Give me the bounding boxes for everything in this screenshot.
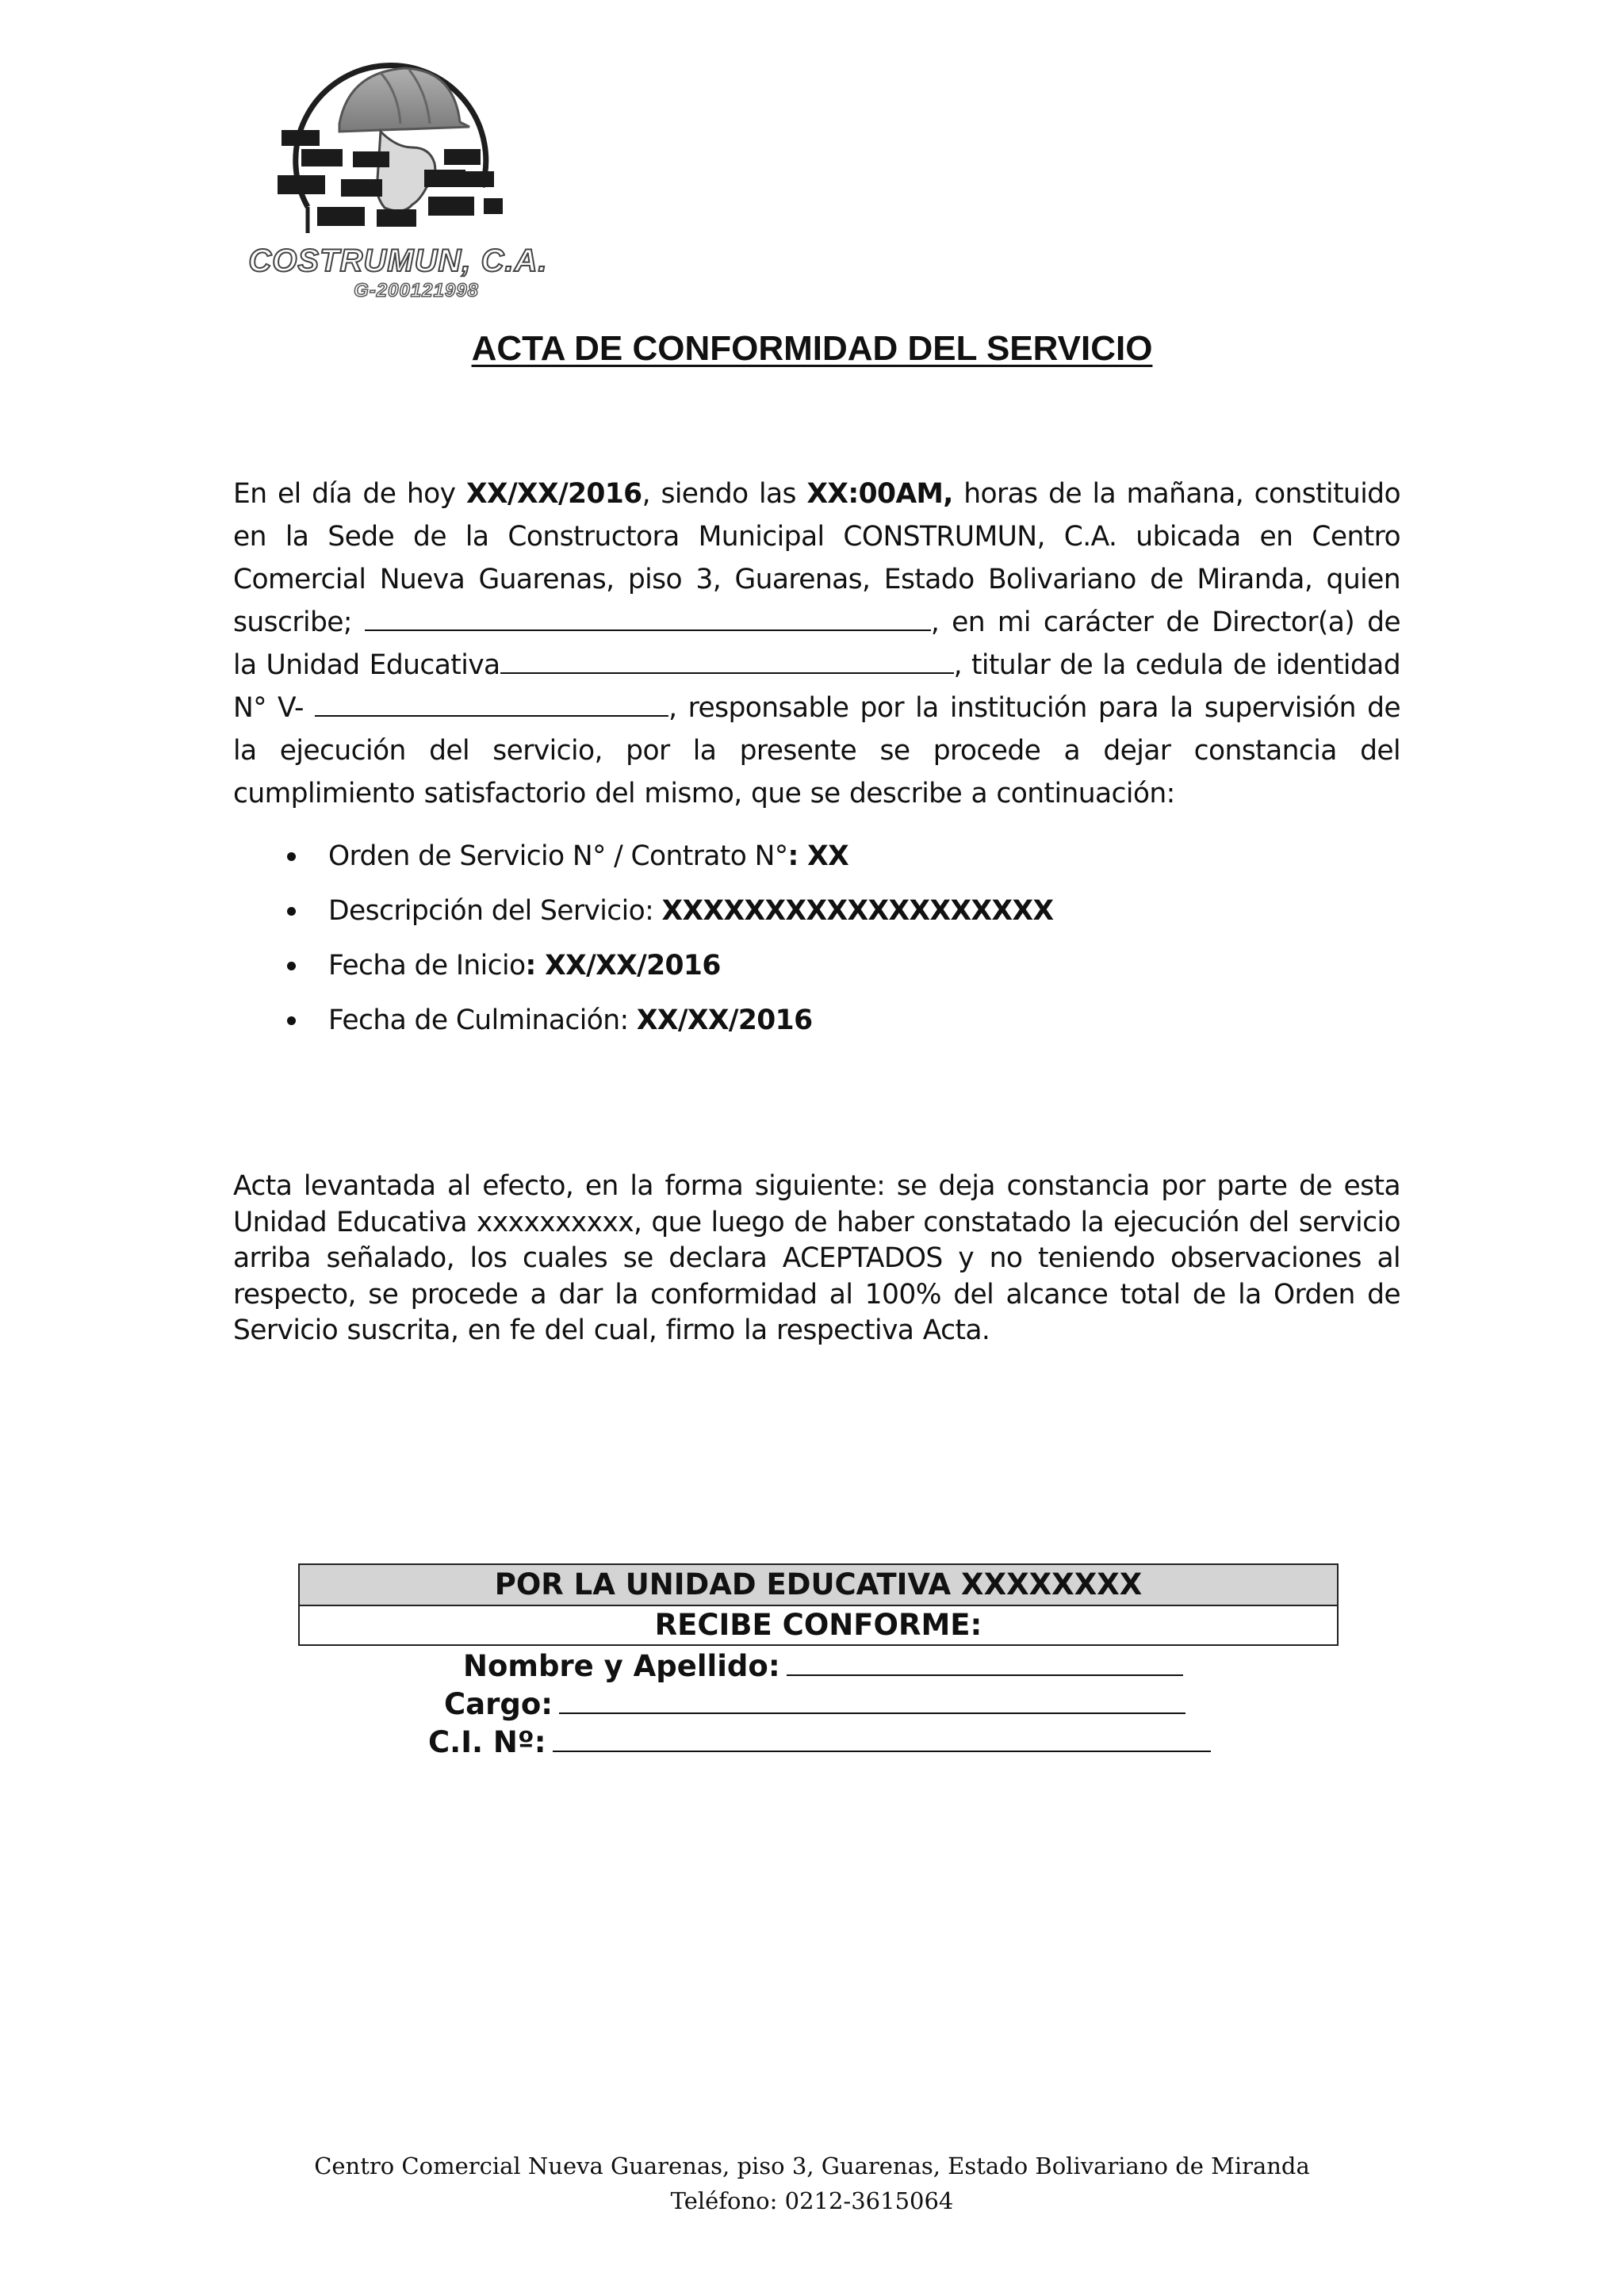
page-footer [0, 2149, 1624, 2218]
signature-header: POR LA UNIDAD EDUCATIVA XXXXXXXX [300, 1565, 1337, 1606]
ci-label: C.I. Nº: [428, 1725, 546, 1759]
signature-subheader: RECIBE CONFORME: [300, 1606, 1337, 1644]
list-item [281, 839, 1054, 894]
signature-cargo-line [444, 1687, 1185, 1721]
intro-text-6: , responsable por la institución para la supervisión de la ejecución del servicio, por la presente se procede a dejar constancia del cumplimiento satisfactorio del mismo, que se describe a continuación: [233, 692, 1400, 809]
intro-text-1: En el día de hoy [233, 478, 466, 510]
ci-blank [553, 1727, 1211, 1752]
signature-ci-line [428, 1725, 1211, 1759]
name-blank [787, 1651, 1183, 1676]
list-item [281, 948, 1054, 1003]
cargo-blank [559, 1689, 1185, 1714]
item-value: XX/XX/2016 [636, 1004, 813, 1036]
intro-text-3: horas de la mañana, constituido en la Sede de la Constructora Municipal CONSTRUMUN, C.A. ubicada en Centro Comercial Nueva Guarenas, piso 3, Guarenas, Estado Bolivariano de Miranda, quien suscribe; [233, 478, 1400, 638]
item-label: Descripción del Servicio: [328, 895, 662, 927]
list-item [281, 894, 1054, 948]
list-item [281, 1003, 1054, 1058]
intro-text-4: , en mi carácter de Director(a) de la Unidad Educativa [233, 607, 1400, 681]
document-title: ACTA DE CONFORMIDAD DEL SERVICIO [471, 329, 1153, 368]
intro-date: XX/XX/2016 [465, 478, 642, 510]
director-name-blank [365, 607, 931, 631]
company-logo [222, 29, 587, 298]
item-label: Fecha de Culminación: [328, 1004, 637, 1036]
intro-time: XX:00AM, [806, 478, 953, 510]
closing-paragraph: Acta levantada al efecto, en la forma siguiente: se deja constancia por parte de esta Unidad Educativa xxxxxxxxxx, que luego de haber constatado la ejecución del servicio arriba señalado, los cuales se declara ACEPTADOS y no teniendo observaciones al respecto, se procede a dar la conformidad al 100% del alcance total de la Orden de Servicio suscrita, en fe del cual, firmo la respectiva Acta. [233, 1170, 1400, 1346]
school-name-blank [500, 650, 954, 674]
item-value: : XX [787, 840, 849, 872]
signature-name-line [463, 1649, 1183, 1683]
item-value: : XX/XX/2016 [525, 950, 721, 982]
signature-table [298, 1563, 1339, 1646]
item-label: Fecha de Inicio [328, 950, 526, 982]
footer-address: Centro Comercial Nueva Guarenas, piso 3, Guarenas, Estado Bolivariano de Miranda [314, 2152, 1310, 2179]
id-number-blank [315, 693, 668, 717]
name-label: Nombre y Apellido: [463, 1649, 780, 1683]
service-details-list [281, 839, 1054, 1058]
intro-text-5: , titular de la cedula de identidad N° V- [233, 649, 1400, 724]
item-value: XXXXXXXXXXXXXXXXXXX [661, 895, 1054, 927]
builder-helmet-bricks-icon [222, 29, 587, 298]
intro-text-2: , siendo las [642, 478, 807, 510]
item-label: Orden de Servicio N° / Contrato N° [328, 840, 788, 872]
intro-paragraph [233, 473, 1400, 815]
svg-text:COSTRUMUN, C.A.: COSTRUMUN, C.A. [248, 243, 548, 278]
svg-text:G-200121998: G-200121998 [354, 280, 479, 298]
cargo-label: Cargo: [444, 1687, 553, 1721]
footer-phone: Teléfono: 0212-3615064 [670, 2187, 954, 2214]
